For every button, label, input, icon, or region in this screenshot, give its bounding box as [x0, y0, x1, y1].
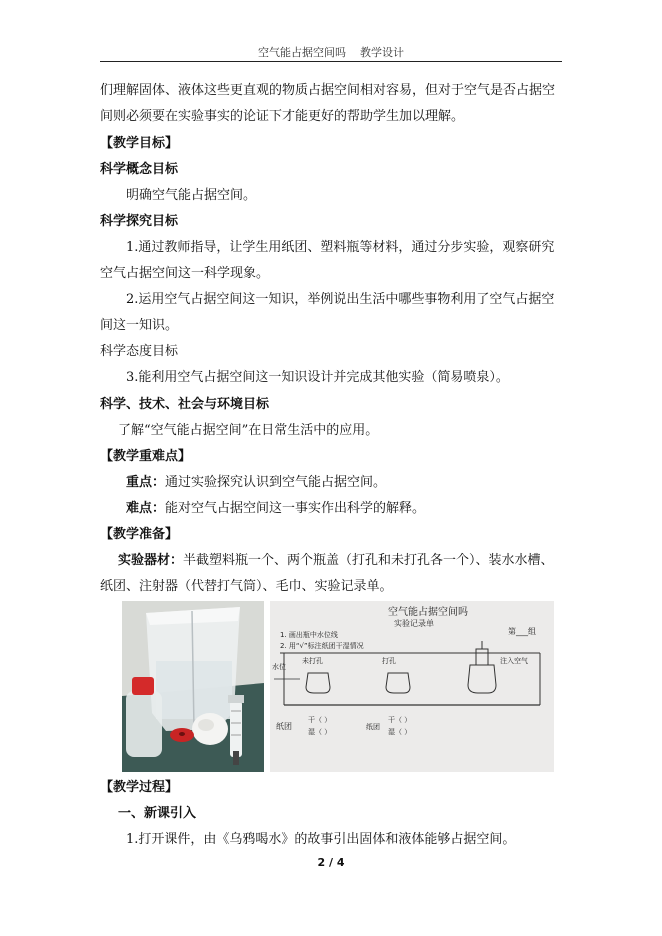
subheading-intro: 一、新课引入: [118, 806, 197, 821]
record-sheet-dry: 干（ ）: [308, 716, 332, 724]
record-sheet-step1: 1. 画出瓶中水位线: [280, 631, 338, 639]
paragraph-line: 们理解固体、液体这些更直观的物质占据空间相对容易，但对于空气是否占据空: [100, 83, 556, 98]
record-sheet-water-level: 水位: [272, 663, 286, 671]
materials-line-cont: 纸团、注射器（代替打气筒）、毛巾、实验记录单。: [100, 579, 393, 594]
inquiry-item-2: 2.运用空气占据空间这一知识，举例说出生活中哪些事物利用了空气占据空: [126, 292, 555, 307]
section-heading-prep: 【教学准备】: [100, 527, 179, 542]
concept-text: 明确空气能占据空间。: [126, 188, 257, 203]
attitude-text: 3.能利用空气占据空间这一知识设计并完成其他实验（简易喷泉）。: [126, 370, 509, 385]
subheading-sts: 科学、技术、社会与环境目标: [100, 397, 270, 412]
record-sheet-dry-2: 干（ ）: [388, 716, 412, 724]
key-text: 通过实验探究认识到空气能占据空间。: [165, 475, 387, 490]
record-sheet-subtitle: 实验记录单: [394, 619, 434, 628]
subheading-attitude: 科学态度目标: [100, 344, 179, 359]
inquiry-item-1: 1.通过教师指导，让学生用纸团、塑料瓶等材料，通过分步实验，观察研究: [126, 240, 555, 255]
page-header: 空气能占据空间吗 教学设计: [258, 46, 404, 59]
materials-label: 实验器材：: [118, 553, 184, 568]
experiment-materials-photo: [122, 601, 264, 772]
inquiry-item-2-cont: 间这一知识。: [100, 318, 179, 333]
inquiry-item-1-cont: 空气占据空间这一科学现象。: [100, 266, 270, 281]
paragraph-line: 间则必须要在实验事实的论证下才能更好的帮助学生加以理解。: [100, 109, 465, 124]
record-sheet-photo: [270, 601, 554, 772]
record-sheet-paper-ball: 纸团: [276, 722, 292, 731]
subheading-inquiry: 科学探究目标: [100, 214, 179, 229]
materials-text: 半截塑料瓶一个、两个瓶盖（打孔和未打孔各一个）、装水水槽、: [183, 553, 554, 568]
subheading-concept: 科学概念目标: [100, 162, 179, 177]
key-point-line: [126, 474, 386, 492]
record-sheet-col3: 注入空气: [500, 657, 528, 665]
record-sheet-paper-ball-2: 纸团: [366, 723, 380, 731]
process-item-1: 1.打开课件，由《乌鸦喝水》的故事引出固体和液体能够占据空间。: [126, 832, 516, 847]
record-sheet-step2: 2. 用“√”标注纸团干湿情况: [280, 642, 364, 650]
difficult-text: 能对空气占据空间这一事实作出科学的解释。: [165, 501, 426, 516]
page-number: 2 / 4: [317, 856, 345, 869]
record-sheet-col2: 打孔: [382, 657, 396, 665]
section-heading-goals: 【教学目标】: [100, 136, 179, 151]
record-sheet-group: 第___组: [508, 627, 536, 636]
materials-line: [118, 552, 554, 570]
sts-text: 了解“空气能占据空间”在日常生活中的应用。: [118, 423, 379, 438]
difficult-label: 难点：: [126, 501, 166, 516]
header-rule: [100, 61, 562, 62]
section-heading-process: 【教学过程】: [100, 780, 179, 795]
difficult-point-line: [126, 500, 425, 518]
record-sheet-col1: 未打孔: [302, 657, 323, 665]
record-sheet-wet: 湿（ ）: [308, 728, 332, 736]
record-sheet-wet-2: 湿（ ）: [388, 728, 412, 736]
key-label: 重点：: [126, 475, 166, 490]
section-heading-keypoints: 【教学重难点】: [100, 449, 192, 464]
record-sheet-title: 空气能占据空间吗: [388, 607, 468, 618]
